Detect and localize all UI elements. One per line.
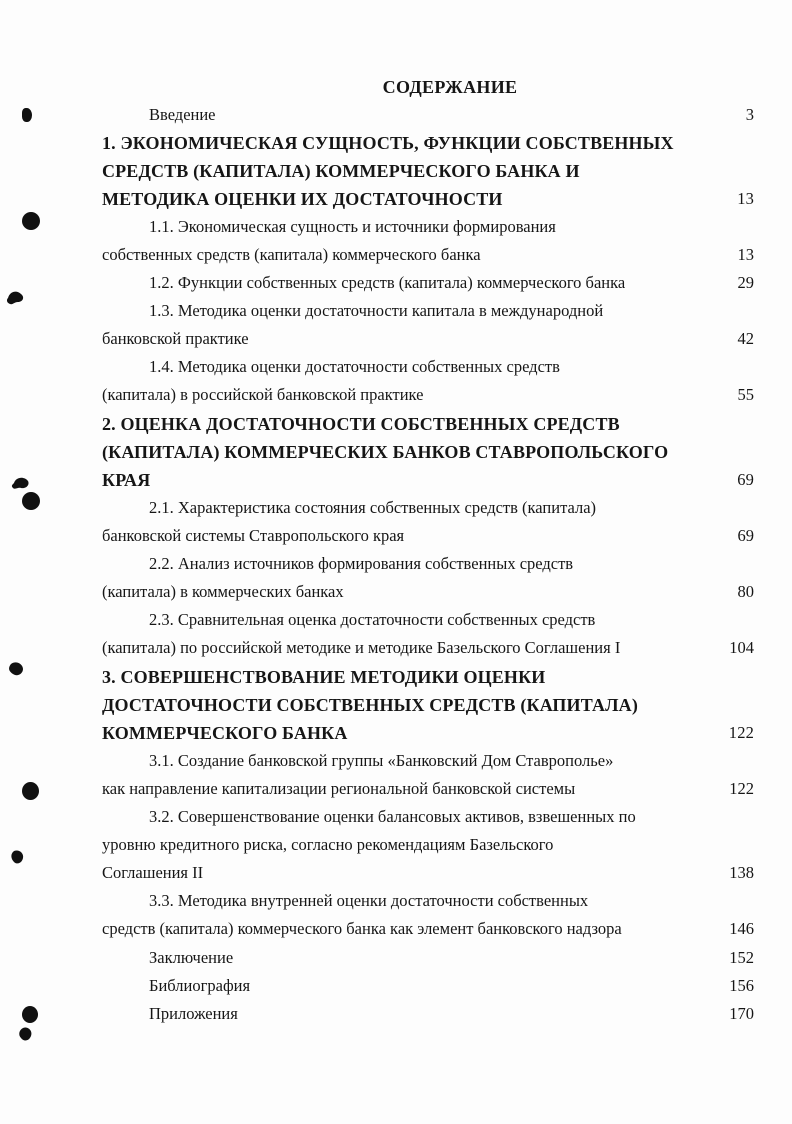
toc-entry (102, 606, 754, 634)
toc-entry-text: банковской практике (102, 329, 249, 348)
toc-entry-page: 146 (729, 919, 754, 938)
toc-entry-text: КРАЯ (102, 470, 151, 490)
toc-entry-text: 1.4. Методика оценки достаточности собственных средств (149, 357, 560, 376)
toc-entry (102, 550, 754, 578)
toc-entry (102, 241, 754, 269)
toc-entry (102, 831, 754, 859)
page-title: СОДЕРЖАНИЕ (382, 77, 518, 97)
toc-entry (102, 522, 754, 550)
toc-entry-text: как направление капитализации региональной банковской системы (102, 779, 576, 798)
toc-entry (102, 381, 754, 409)
toc-entry-text: (капитала) в коммерческих банках (102, 582, 344, 601)
toc-entry-text: СРЕДСТВ (КАПИТАЛА) КОММЕРЧЕСКОГО БАНКА И (102, 161, 580, 181)
toc-entry (102, 269, 754, 297)
toc-entry (102, 775, 754, 803)
punch-hole-mark (22, 108, 32, 122)
ink-blot-mark (16, 1024, 36, 1044)
punch-hole-mark (22, 212, 40, 230)
toc-entry (102, 213, 754, 241)
toc-entry-page: 69 (737, 470, 754, 489)
toc-entry (102, 578, 754, 606)
toc-entry-text: (капитала) в российской банковской практике (102, 385, 424, 404)
toc-entry (102, 101, 754, 129)
toc-entry-text: 1. ЭКОНОМИЧЕСКАЯ СУЩНОСТЬ, ФУНКЦИИ СОБСТВЕННЫХ (102, 133, 674, 153)
toc-entry-text: 3.2. Совершенствование оценки балансовых активов, взвешенных по (149, 807, 636, 826)
toc-entry-text: банковской системы Ставропольского края (102, 526, 405, 545)
toc-entry-page: 42 (737, 329, 754, 348)
toc-entry (102, 353, 754, 381)
toc-entry-page: 13 (737, 245, 754, 264)
toc-entry-text: Заключение (149, 948, 234, 967)
toc-entry-text: ДОСТАТОЧНОСТИ СОБСТВЕННЫХ СРЕДСТВ (КАПИТАЛА) (102, 695, 638, 715)
toc-entry-page: 156 (729, 976, 754, 995)
toc-chapter-heading (102, 438, 754, 466)
punch-hole-mark (22, 492, 40, 510)
toc-entry-page: 138 (729, 863, 754, 882)
toc-entry (102, 297, 754, 325)
toc-entry-text: Библиография (149, 976, 251, 995)
toc-entry-page: 122 (728, 723, 754, 742)
toc-entry (102, 972, 754, 1000)
toc-entry-text: 2.2. Анализ источников формирования собственных средств (149, 554, 574, 573)
toc-entry-text: 2.3. Сравнительная оценка достаточности собственных средств (149, 610, 596, 629)
toc-entry-text: уровню кредитного риска, согласно рекомендациям Базельского (102, 835, 554, 854)
toc-entry-text: Соглашения II (102, 863, 204, 882)
ink-blot-mark (8, 848, 28, 866)
toc-chapter-heading (102, 157, 754, 185)
toc-chapter-heading (102, 410, 754, 438)
toc-entry-page: 80 (737, 582, 754, 601)
toc-entry (102, 747, 754, 775)
toc-entry (102, 859, 754, 887)
toc-chapter-heading (102, 466, 754, 494)
toc-entry-page: 13 (737, 189, 754, 208)
toc-entry-page: 170 (729, 1004, 754, 1023)
ink-blot-mark (6, 660, 26, 678)
toc-chapter-heading (102, 663, 754, 691)
toc-entry-text: 1.2. Функции собственных средств (капитала) коммерческого банка (149, 273, 626, 292)
toc-entry (102, 1000, 754, 1028)
toc-entry-text: Приложения (149, 1004, 238, 1023)
toc-entry-text: (КАПИТАЛА) КОММЕРЧЕСКИХ БАНКОВ СТАВРОПОЛЬСКОГО (102, 442, 669, 462)
toc-entry-text: МЕТОДИКА ОЦЕНКИ ИХ ДОСТАТОЧНОСТИ (102, 189, 503, 209)
toc-entry (102, 494, 754, 522)
toc-entry-page: 69 (737, 526, 754, 545)
toc-entry-text: собственных средств (капитала) коммерческого банка (102, 245, 481, 264)
toc-entry-text: 3.1. Создание банковской группы «Банковский Дом Ставрополье» (149, 751, 614, 770)
toc-entry-text: 3. СОВЕРШЕНСТВОВАНИЕ МЕТОДИКИ ОЦЕНКИ (102, 667, 546, 687)
punch-hole-mark (22, 782, 39, 800)
toc-chapter-heading (102, 719, 754, 747)
toc-entry-page: 3 (745, 105, 754, 124)
toc-entry-text: 1.1. Экономическая сущность и источники формирования (149, 217, 556, 236)
toc-chapter-heading (102, 185, 754, 213)
toc-entry-text: 3.3. Методика внутренней оценки достаточности собственных (149, 891, 589, 910)
toc-chapter-heading (102, 691, 754, 719)
toc-entry-text: Введение (149, 105, 216, 124)
toc-entry-page: 55 (737, 385, 754, 404)
toc-entry-page: 122 (729, 779, 754, 798)
ink-blot-mark (5, 288, 27, 306)
toc-entry (102, 887, 754, 915)
toc-entry-page: 152 (729, 948, 754, 967)
toc-entry (102, 803, 754, 831)
toc-entry (102, 325, 754, 353)
toc-entry (102, 915, 754, 943)
toc-entry-text: средств (капитала) коммерческого банка как элемент банковского надзора (102, 919, 622, 938)
toc-entry-page: 29 (737, 273, 754, 292)
punch-hole-mark (22, 1006, 38, 1023)
toc-entry-text: (капитала) по российской методике и методике Базельского Соглашения I (102, 638, 621, 657)
ink-blot-mark (10, 474, 32, 492)
toc-entry (102, 944, 754, 972)
toc-chapter-heading (102, 129, 754, 157)
toc-entry-text: КОММЕРЧЕСКОГО БАНКА (102, 723, 348, 743)
toc-entry-text: 1.3. Методика оценки достаточности капитала в международной (149, 301, 604, 320)
toc-entry-text: 2. ОЦЕНКА ДОСТАТОЧНОСТИ СОБСТВЕННЫХ СРЕДСТВ (102, 414, 620, 434)
toc-entry-text: 2.1. Характеристика состояния собственных средств (капитала) (149, 498, 597, 517)
toc-entry (102, 634, 754, 662)
toc-entry-page: 104 (729, 638, 754, 657)
